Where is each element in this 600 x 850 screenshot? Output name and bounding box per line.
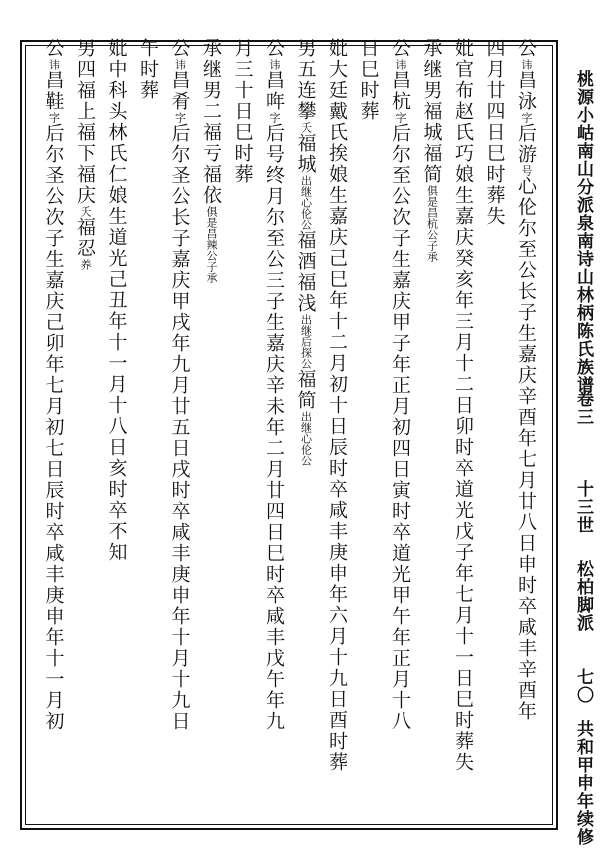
annotation-text: 出继后探公: [299, 314, 313, 369]
record-text: 公: [515, 38, 537, 59]
text-column: [323, 38, 351, 818]
text-column: [229, 38, 257, 818]
text-column: [40, 38, 68, 818]
text-column: [449, 38, 477, 818]
text-column: [418, 38, 446, 818]
record-text: 心伦: [515, 176, 537, 218]
annotation-text: 字: [520, 112, 533, 123]
record-text: 妣官布赵氏巧娘生嘉庆癸亥年三月十二日卯时卒道光戊子年七月十一日巳时葬失: [452, 38, 474, 773]
page-number: 七〇: [573, 668, 593, 704]
annotation-text: 俱是昌杭公子承: [425, 185, 439, 262]
annotation-text: 号: [520, 165, 533, 176]
record-text: 尔至公长子生嘉庆辛酉年七月廿八日申时卒咸丰辛酉年: [515, 218, 537, 722]
page-header: [566, 70, 596, 846]
record-text: 尔至公三子生嘉庆辛未年二月廿四日巳时卒咸丰戊午年九: [263, 207, 285, 732]
record-text: 尔圣公次子生嘉庆己卯年七月初七日辰时卒咸丰庚申年十一月初: [42, 144, 65, 732]
annotation-text: 讳: [520, 59, 533, 70]
record-text: 昌肴: [168, 70, 191, 112]
record-text: 昌泳: [515, 70, 537, 112]
record-text: 昌鞋: [42, 70, 65, 112]
record-text: 连攀: [294, 80, 317, 122]
record-text: 公: [42, 38, 65, 59]
record-text: 福庆: [74, 164, 96, 206]
genealogy-text: [30, 38, 540, 818]
annotation-text: 出继心伦公: [299, 175, 313, 230]
generation-label: 十三世: [573, 480, 593, 534]
record-text: 月三十日巳时葬: [231, 38, 254, 185]
record-text: 福忍: [74, 217, 96, 259]
annotation-text: 讳: [394, 59, 407, 70]
annotation-text: 讳: [268, 59, 281, 70]
record-text: 妣大廷戴氏挨娘生嘉庆己巳年十二月初十日辰时卒咸丰庚申年六月十九日酉时葬: [326, 38, 348, 773]
record-text: 四月廿四日巳时葬失: [483, 38, 506, 227]
record-text: 福下: [74, 122, 96, 164]
record-text: 福上: [74, 80, 96, 122]
record-text: 男四: [74, 38, 96, 80]
annotation-text: 夭: [79, 206, 92, 217]
book-title: 桃源小岵南山分派泉南诗山林柄陈氏族谱: [573, 70, 593, 394]
text-column: [512, 38, 540, 818]
record-text: 后: [168, 123, 191, 144]
text-column: [134, 38, 162, 818]
record-text: 男五: [294, 38, 317, 80]
annotation-text: 讳: [47, 59, 61, 70]
record-text: 福浅: [294, 272, 317, 314]
record-text: 后: [389, 123, 411, 144]
branch-label: 松柏脚派: [573, 560, 593, 632]
record-text: 福亏: [200, 122, 222, 164]
record-text: 福依: [200, 164, 222, 206]
record-text: 承继男: [420, 38, 443, 101]
annotation-text: 字: [47, 112, 61, 123]
annotation-text: 字: [173, 112, 187, 123]
record-text: 公: [168, 38, 191, 59]
text-column: [292, 38, 320, 818]
edition-label: 共和甲申年续修: [573, 720, 593, 846]
record-text: 后号: [263, 123, 285, 165]
record-text: 后: [42, 123, 65, 144]
text-column: [71, 38, 99, 818]
annotation-text: 夭: [299, 122, 313, 133]
record-text: 午时葬: [137, 38, 159, 101]
text-column: [355, 38, 383, 818]
record-text: 承继男二: [200, 38, 222, 122]
annotation-text: 俱是昌辣公子承: [205, 206, 218, 283]
record-text: 福城: [294, 133, 317, 175]
record-text: 尔圣公长子嘉庆甲戌年九月廿五日戌时卒咸丰庚申年十月十九日: [168, 144, 191, 732]
record-text: 昌哖: [263, 70, 285, 112]
record-text: 福城: [420, 101, 443, 143]
record-text: 公: [263, 38, 285, 59]
text-column: [197, 38, 225, 818]
volume-label: 卷三: [573, 390, 593, 426]
text-column: [166, 38, 194, 818]
text-column: [260, 38, 288, 818]
record-text: 后游: [515, 123, 537, 165]
text-column: [481, 38, 509, 818]
record-text: 福简: [294, 369, 317, 411]
record-text: 福简: [420, 143, 443, 185]
annotation-text: 字: [268, 112, 281, 123]
record-text: 妣中科头林氏仁娘生道光己丑年十一月十八日亥时卒不知: [105, 38, 128, 563]
annotation-text: 出继心伦公: [299, 411, 313, 466]
record-text: 尔至公次子生嘉庆甲子年正月初四日寅时卒道光甲午年正月十八: [389, 144, 411, 732]
record-text: 昌杭: [389, 70, 411, 112]
annotation-text: 字: [394, 112, 407, 123]
record-text: 福酒: [294, 230, 317, 272]
record-text: 公: [389, 38, 411, 59]
annotation-text: 养: [79, 259, 92, 270]
text-column: [103, 38, 131, 818]
record-text: 终月: [263, 165, 285, 207]
text-column: [386, 38, 414, 818]
annotation-text: 讳: [173, 59, 187, 70]
record-text: 日巳时葬: [357, 38, 380, 122]
